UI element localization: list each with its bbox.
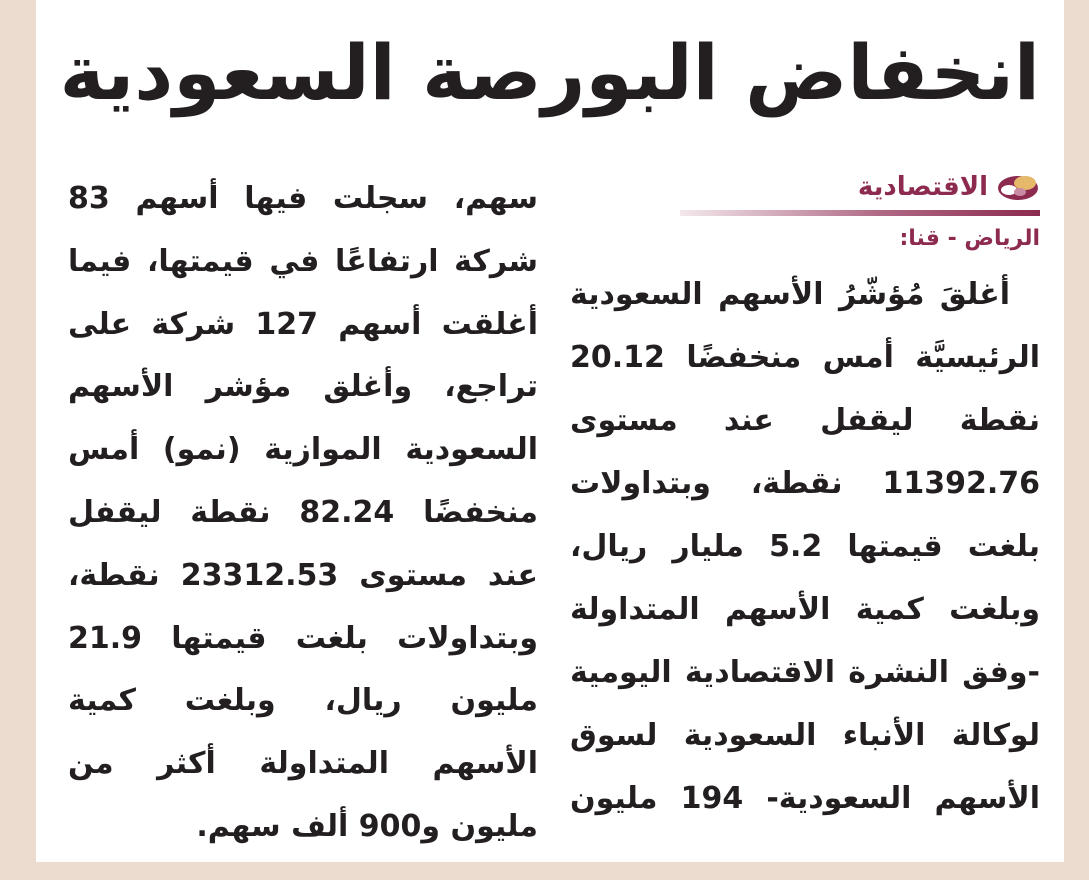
headline: انخفاض البورصة السعودية xyxy=(59,28,1040,117)
section-rule xyxy=(680,210,1040,216)
dateline: الرياض - قنا: xyxy=(899,226,1040,251)
text-line: منخفضًا 82.24 نقطة ليقفل xyxy=(68,494,538,530)
text-line: 11392.76 نقطة، وبتداولات xyxy=(570,466,1040,501)
section-label xyxy=(570,166,1040,208)
article-text-right xyxy=(570,263,1040,830)
text-line: الأسهم المتداولة أكثر من xyxy=(68,746,538,782)
text-line: عند مستوى 23312.53 نقطة، xyxy=(68,557,538,593)
text-line: بلغت قيمتها 5.2 مليار ريال، xyxy=(570,529,1040,564)
text-line: الرئيسيَّة أمس منخفضًا 20.12 xyxy=(570,340,1040,375)
text-line: أغلقت أسهم 127 شركة على xyxy=(68,306,538,342)
text-line: مليون ريال، وبلغت كمية xyxy=(68,683,538,719)
section-name: الاقتصادية xyxy=(857,172,988,202)
article-page xyxy=(36,0,1064,862)
text-line: -وفق النشرة الاقتصادية اليومية xyxy=(570,655,1040,690)
article-column-left xyxy=(68,168,538,859)
text-line: مليون و900 ألف سهم. xyxy=(196,808,538,844)
text-line: سهم، سجلت فيها أسهم 83 xyxy=(68,181,538,216)
text-line: لوكالة الأنباء السعودية لسوق xyxy=(570,718,1040,753)
text-line: نقطة ليقفل عند مستوى xyxy=(570,403,1040,438)
text-line: شركة ارتفاعًا في قيمتها، فيما xyxy=(68,243,538,279)
text-line: تراجع، وأغلق مؤشر الأسهم xyxy=(68,369,538,405)
text-line: الأسهم السعودية- 194 مليون xyxy=(570,781,1040,816)
text-line: أغلقَ مُؤشّرُ الأسهم السعودية xyxy=(570,277,1010,312)
text-line: السعودية الموازية (نمو) أمس xyxy=(68,432,538,468)
section-logo-icon xyxy=(996,172,1040,202)
article-column-right xyxy=(570,166,1040,830)
text-line: وبلغت كمية الأسهم المتداولة xyxy=(570,592,1040,627)
text-line: وبتداولات بلغت قيمتها 21.9 xyxy=(68,620,538,656)
